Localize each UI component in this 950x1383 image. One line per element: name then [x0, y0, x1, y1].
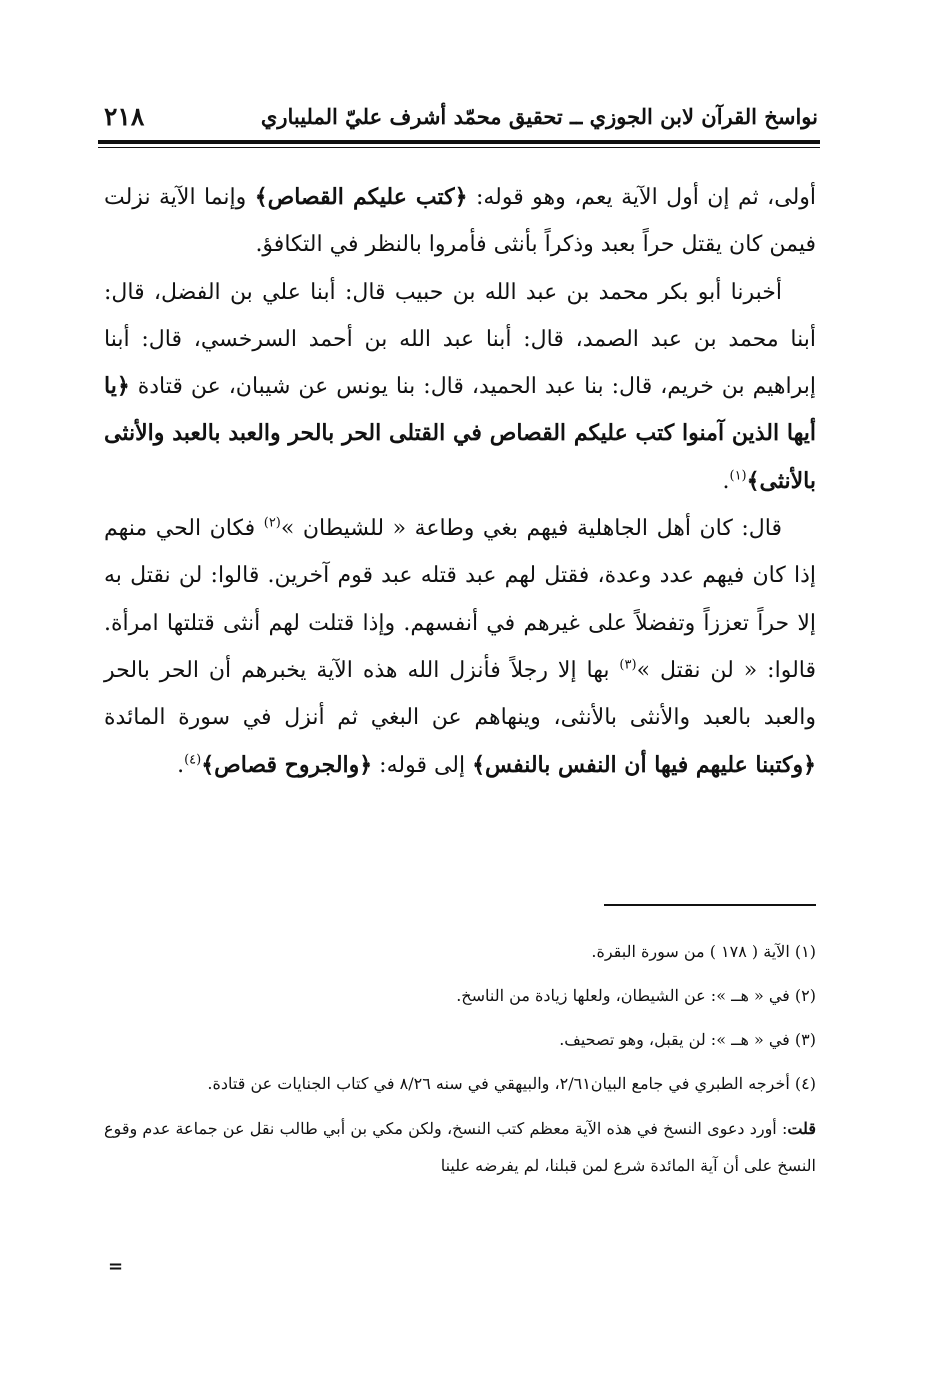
- quran-quote-1: ﴿كتب عليكم القصاص﴾: [254, 184, 468, 210]
- main-text: [104, 174, 816, 789]
- footnote-separator: [604, 904, 816, 906]
- header-rule-thick: [98, 140, 820, 144]
- continuation-mark: =: [108, 1256, 124, 1277]
- quran-quote-3: ﴿وكتبنا عليهم فيها أن النفس بالنفس﴾: [472, 751, 816, 778]
- p3-text-c: بها إلا رجلاً فأنزل الله هذه الآية يخبرهم أن الحر بالحر والعبد بالعبد والأنثى بالأنثى، وينهاهم عن البغي ثم أنزل في سورة المائدة: [104, 657, 816, 731]
- editor-note-label: قلت: [787, 1119, 816, 1138]
- footnote-ref-2: (٢): [263, 515, 281, 531]
- footnote-4: (٤) أخرجه الطبري في جامع البيان٢/٦١، والبيهقي في سنه ٨/٢٦ في كتاب الجنايات عن قتادة.: [207, 1074, 816, 1093]
- paragraph-1: [104, 174, 816, 269]
- p2-text-b: .: [722, 468, 730, 494]
- paragraph-2: [104, 269, 816, 505]
- paragraph-3: [104, 505, 816, 789]
- p1-text-b: وإنما الآية نزلت فيمن كان يقتل حراً بعبد وذكراً بأنثى فأمروا بالنظر في التكافؤ.: [104, 185, 816, 258]
- footnote-1: (١) الآية ( ١٧٨ ) من سورة البقرة.: [591, 942, 816, 961]
- editor-note: [104, 1110, 816, 1184]
- footnote-2: (٢) في « هــ »: عن الشيطان، ولعلها زيادة من الناسخ.: [456, 986, 816, 1005]
- p3-text-d: إلى قوله:: [372, 752, 473, 778]
- p1-text-a: أولى، ثم إن أول الآية يعم، وهو قوله:: [467, 185, 817, 210]
- header-title: نواسخ القرآن لابن الجوزي ــ تحقيق محمّد أشرف عليّ المليباري: [260, 104, 818, 129]
- footnote-ref-1: (١): [729, 468, 747, 484]
- p2-text-a: أخبرنا أبو بكر محمد بن عبد الله بن حبيب قال: أبنا علي بن الفضل، قال: أبنا محمد بن عبد الصمد، قال: أبنا عبد الله بن أحمد السرخسي، قال: أبنا إبراهيم بن خريم، قال: بنا عبد الحميد، قال: بنا يونس عن شيبان، عن قتادة: [104, 279, 816, 400]
- footnotes: [104, 934, 816, 1184]
- p3-text-b: فكان الحي منهم إذا كان فيهم عدد وعدة، فقتل لهم عبد قتله عبد قوم آخرين. قالوا: لن نقتل به إلا حراً تعززاً وتفضلاً على غيرهم في أنفسهم. وإذا قتلت لهم أنثى قتلتها امرأة. قالوا: « لن نقتل »: [104, 516, 816, 683]
- p3-text-e: .: [177, 752, 185, 778]
- footnote-3: (٣) في « هــ »: لن يقبل، وهو تصحيف.: [559, 1030, 816, 1049]
- footnote-ref-3: (٣): [619, 657, 637, 673]
- quran-quote-2: ﴿يا أيها الذين آمنوا كتب عليكم القصاص في القتلى الحر بالحر والعبد بالعبد والأنثى بالأنثى﴾: [104, 373, 816, 494]
- quran-quote-4: ﴿والجروح قصاص﴾: [201, 751, 373, 778]
- header-rule-thin: [98, 147, 820, 148]
- page-number: ٢١٨: [104, 102, 145, 131]
- editor-note-text: : أورد دعوى النسخ في هذه الآية معظم كتب النسخ، ولكن مكي بن أبي طالب نقل عن جماعة عدم وقوع النسخ على أن آية المائدة شرع لمن قبلنا، لم يفرضه علينا: [104, 1119, 816, 1175]
- running-header: [100, 102, 818, 138]
- footnote-ref-4: (٤): [184, 752, 202, 768]
- p3-text-a: قال: كان أهل الجاهلية فيهم بغي وطاعة « للشيطان »: [280, 516, 782, 542]
